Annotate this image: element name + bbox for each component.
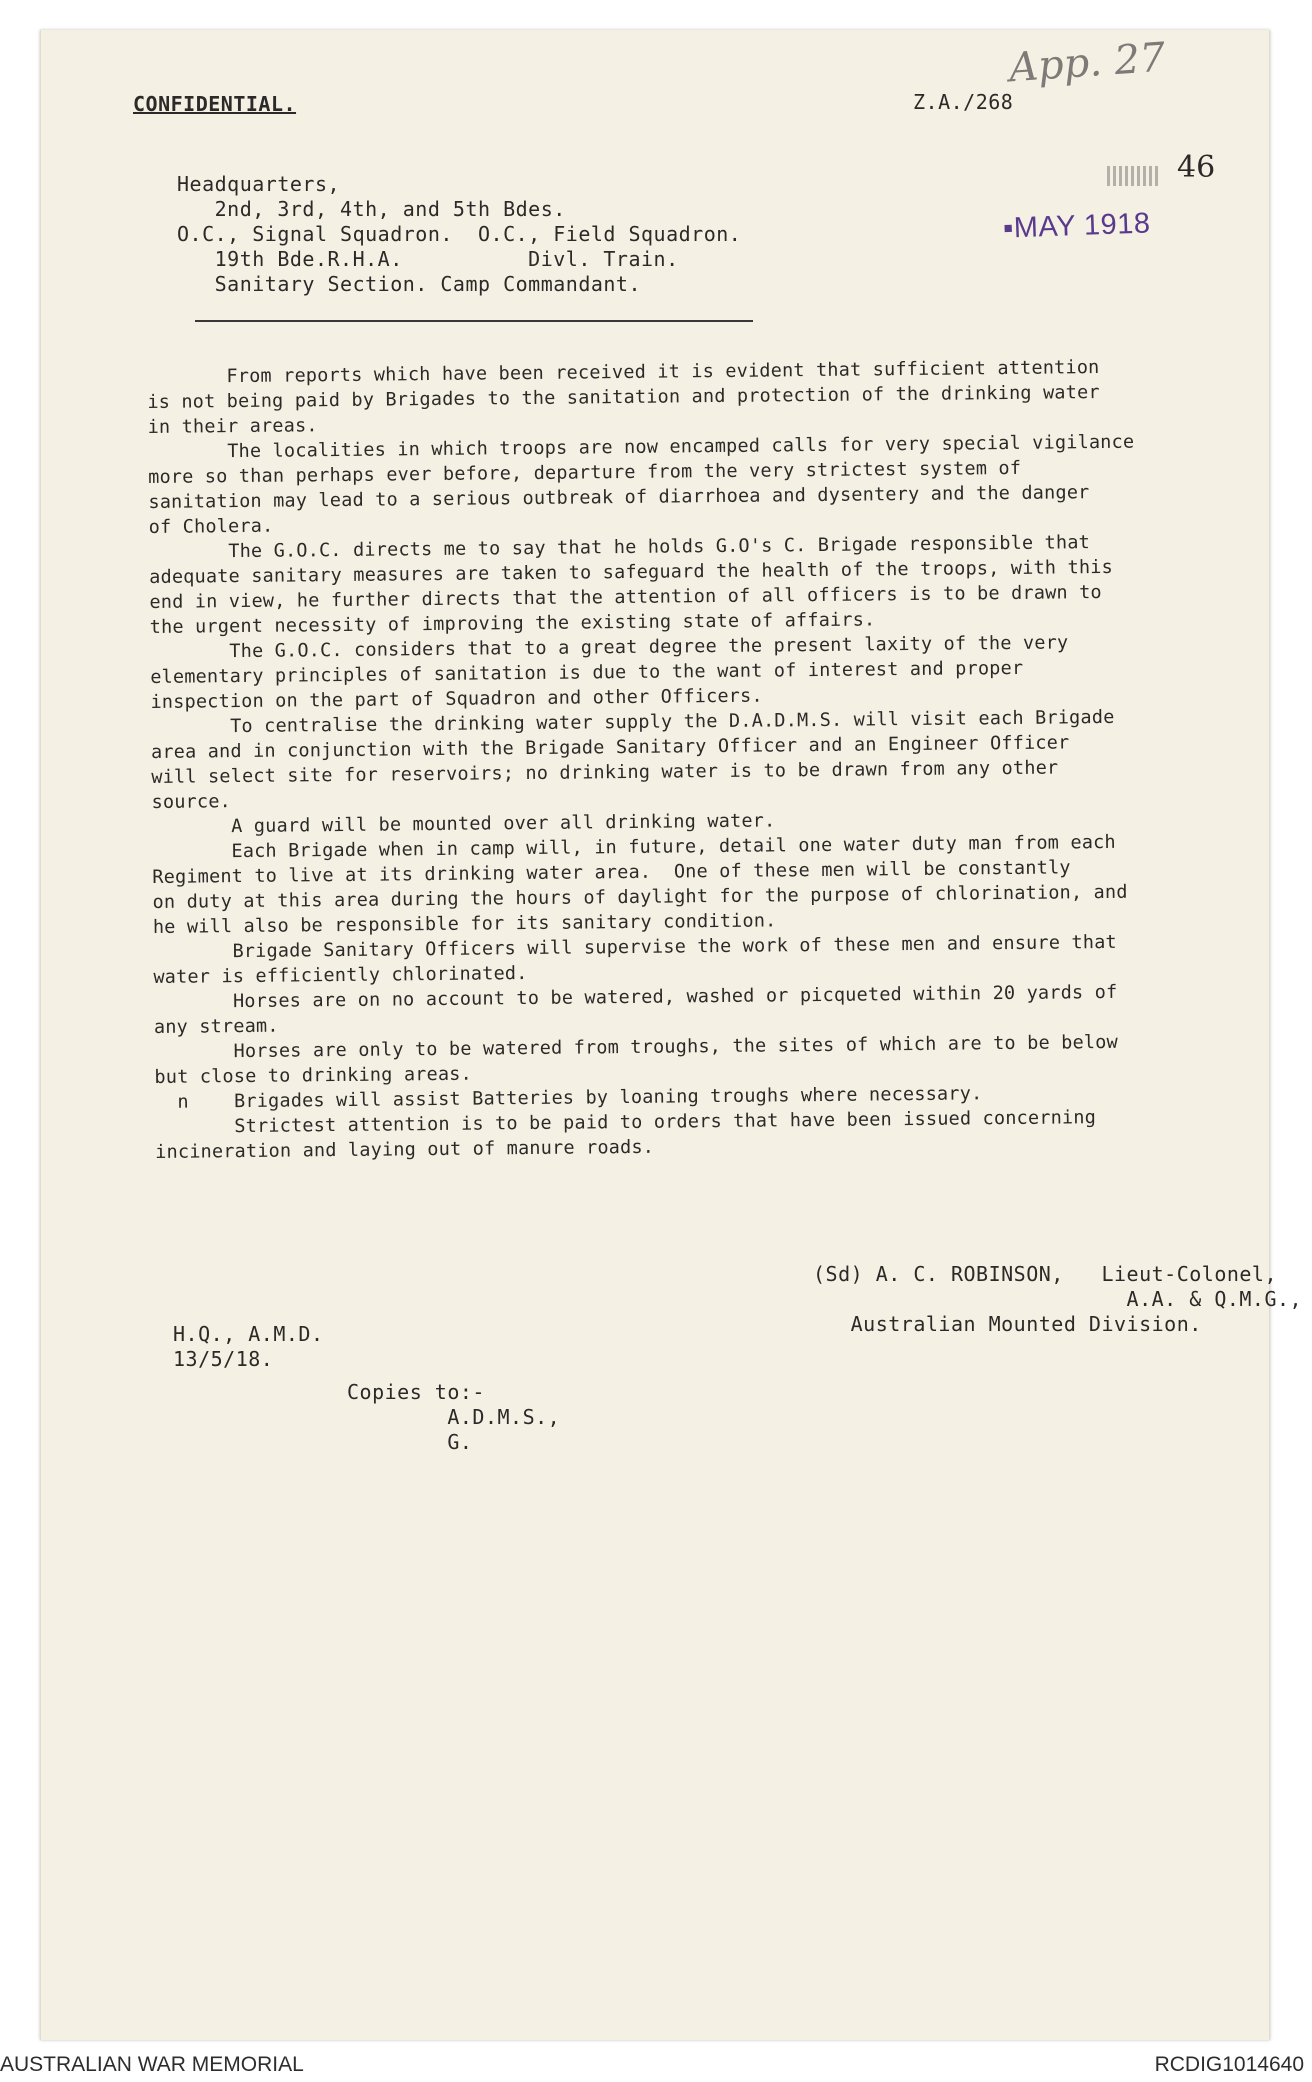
- addressee-line: 2nd, 3rd, 4th, and 5th Bdes.: [177, 197, 566, 221]
- copies-line: A.D.M.S.,: [347, 1405, 561, 1429]
- copies-heading: Copies to:-: [347, 1380, 485, 1404]
- struck-out-folio: [1107, 166, 1159, 186]
- body-line: end in view, he further directs that the attention of all officers is to be drawn to: [149, 582, 1102, 613]
- body-line: more so than perhaps ever before, departure from the very strictest system of: [148, 457, 1022, 488]
- document-page: [40, 30, 1303, 2040]
- addressee-line: 19th Bde.R.H.A. Divl. Train.: [177, 247, 679, 271]
- body-line: Horses are only to be watered from troughs, the sites of which are to be below: [154, 1031, 1118, 1063]
- body-line: is not being paid by Brigades to the sanitation and protection of the drinking water: [147, 382, 1100, 413]
- archive-credit: AUSTRALIAN WAR MEMORIAL: [0, 2053, 304, 2076]
- body-line: sanitation may lead to a serious outbreak of diarrhoea and dysentery and the danger: [148, 482, 1090, 513]
- signature-line: Australian Mounted Division.: [813, 1312, 1202, 1336]
- distribution-block: [347, 1380, 560, 1455]
- addressee-line: Headquarters,: [177, 172, 341, 196]
- memo-body: [147, 355, 1142, 1165]
- signature-line: A.A. & Q.M.G.,: [813, 1287, 1303, 1311]
- item-identifier: RCDIG1014640: [1154, 2053, 1304, 2076]
- body-line: inspection on the part of Squadron and other Officers.: [150, 685, 763, 713]
- separator-rule: [195, 320, 753, 322]
- folio-number: 46: [1177, 150, 1216, 185]
- classification-heading: CONFIDENTIAL.: [133, 92, 297, 116]
- copies-line: G.: [347, 1430, 473, 1454]
- date-stamp: ▪MAY 1918: [1002, 207, 1152, 245]
- body-line: water is efficiently chlorinated.: [153, 963, 528, 988]
- body-line: A guard will be mounted over all drinking water.: [151, 810, 776, 838]
- body-line: elementary principles of sanitation is due to the want of interest and proper: [150, 657, 1024, 688]
- body-line: in their areas.: [147, 415, 318, 438]
- body-line: Brigade Sanitary Officers will supervise the work of these men and ensure that: [153, 931, 1117, 963]
- body-line: To centralise the drinking water supply the D.A.D.M.S. will visit each Brigade: [150, 706, 1115, 738]
- body-line: Each Brigade when in camp will, in future, detail one water duty man from each: [151, 831, 1116, 863]
- body-line: The G.O.C. directs me to say that he holds G.O's C. Brigade responsible that: [148, 532, 1091, 563]
- body-line: Regiment to live at its drinking water area. One of these men will be constantly: [152, 857, 1071, 888]
- body-line: source.: [151, 791, 232, 813]
- addressee-line: Sanitary Section. Camp Commandant.: [177, 272, 642, 296]
- file-reference: Z.A./268: [913, 90, 1014, 114]
- handwritten-appendix-note: App. 27: [1007, 34, 1167, 92]
- origin-line: H.Q., A.M.D.: [173, 1322, 324, 1346]
- body-line: of Cholera.: [148, 515, 274, 538]
- addressee-line: O.C., Signal Squadron. O.C., Field Squadron.: [177, 222, 742, 246]
- body-line: the urgent necessity of improving the existing state of affairs.: [149, 609, 876, 638]
- body-line: but close to drinking areas.: [154, 1063, 473, 1088]
- body-line: n Brigades will assist Batteries by loaning troughs where necessary.: [154, 1083, 983, 1113]
- body-line: on duty at this area during the hours of daylight for the purpose of chlorination, and: [152, 881, 1128, 913]
- origin-block: [173, 1322, 324, 1372]
- origin-date: 13/5/18.: [173, 1347, 274, 1371]
- signature-line: (Sd) A. C. ROBINSON, Lieut-Colonel,: [813, 1262, 1278, 1286]
- signature-block: [813, 1262, 1302, 1337]
- body-line: area and in conjunction with the Brigade Sanitary Officer and an Engineer Officer: [150, 732, 1070, 763]
- body-line: adequate sanitary measures are taken to safeguard the health of the troops, with this: [149, 556, 1114, 588]
- body-line: From reports which have been received it is evident that sufficient attention: [147, 357, 1100, 388]
- body-line: any stream.: [153, 1015, 279, 1038]
- date-stamp-text: MAY 1918: [1013, 207, 1152, 245]
- body-line: he will also be responsible for its sanitary condition.: [152, 910, 777, 938]
- addressee-block: [177, 172, 741, 297]
- body-line: Horses are on no account to be watered, washed or picqueted within 20 yards of: [153, 981, 1118, 1013]
- body-line: Strictest attention is to be paid to orders that have been issued concerning: [154, 1107, 1097, 1138]
- body-line: The G.O.C. considers that to a great degree the present laxity of the very: [149, 632, 1069, 663]
- body-line: The localities in which troops are now encamped calls for very special vigilance: [147, 431, 1135, 463]
- body-line: incineration and laying out of manure roads.: [155, 1136, 655, 1163]
- body-line: will select site for reservoirs; no drinking water is to be drawn from any other: [151, 757, 1059, 788]
